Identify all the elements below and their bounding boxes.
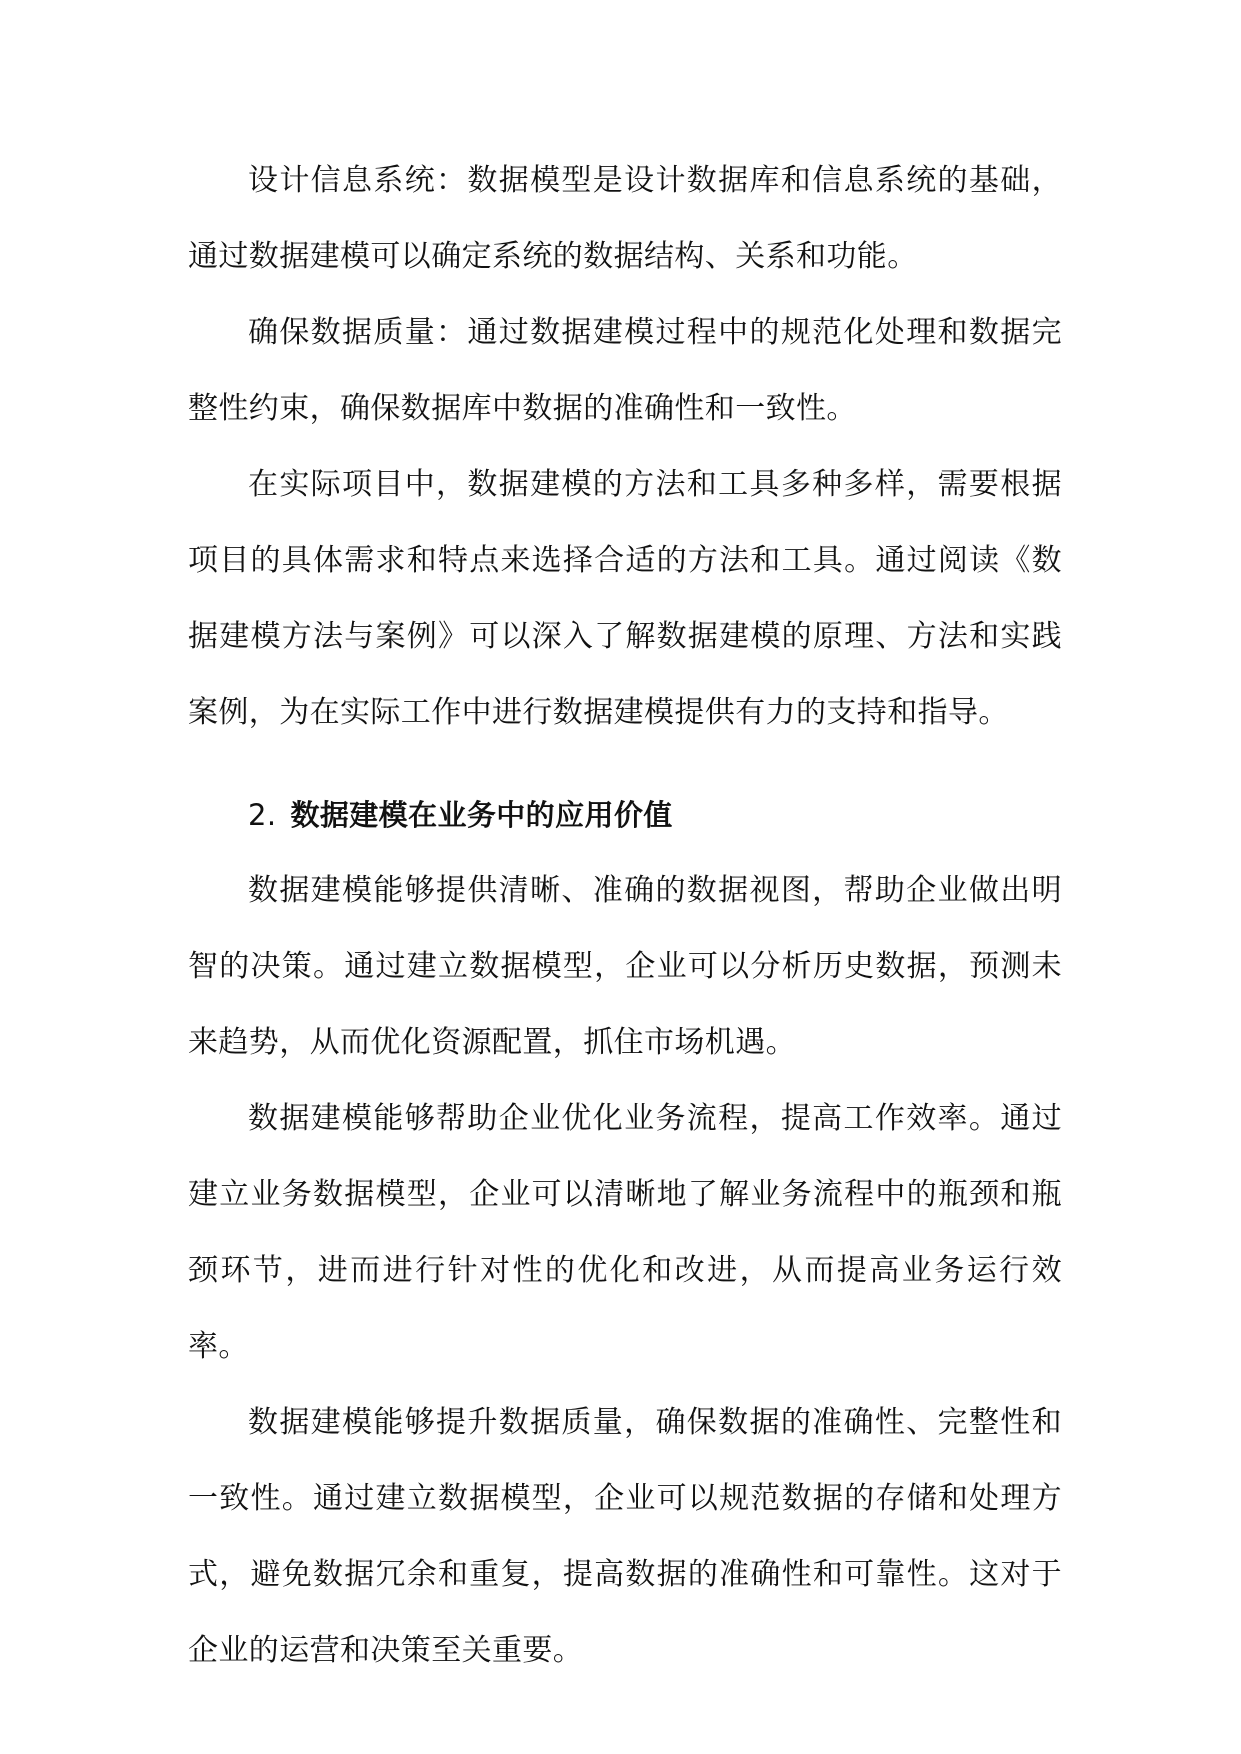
document-body: [188, 143, 1062, 1689]
paragraph-design-info-system: 设计信息系统：数据模型是设计数据库和信息系统的基础，通过数据建模可以确定系统的数据结构、关系和功能。: [188, 163, 1062, 274]
section-heading: [188, 777, 1062, 853]
paragraph-process-optimization: 数据建模能够帮助企业优化业务流程，提高工作效率。通过建立业务数据模型，企业可以清晰地了解业务流程中的瓶颈和瓶颈环节，进而进行针对性的优化和改进，从而提高业务运行效率。: [188, 1101, 1062, 1364]
section-number: 2.: [248, 798, 277, 832]
paragraph-data-quality-improvement: 数据建模能够提升数据质量，确保数据的准确性、完整性和一致性。通过建立数据模型，企业可以规范数据的存储和处理方式，避免数据冗余和重复，提高数据的准确性和可靠性。这对于企业的运营和决策至关重要。: [188, 1405, 1062, 1668]
paragraph-decision-support: 数据建模能够提供清晰、准确的数据视图，帮助企业做出明智的决策。通过建立数据模型，企业可以分析历史数据，预测未来趋势，从而优化资源配置，抓住市场机遇。: [188, 873, 1062, 1060]
section-title: 数据建模在业务中的应用价值: [290, 798, 673, 832]
paragraph-ensure-data-quality: 确保数据质量：通过数据建模过程中的规范化处理和数据完整性约束，确保数据库中数据的准确性和一致性。: [188, 315, 1062, 426]
paragraph-practical-projects: 在实际项目中，数据建模的方法和工具多种多样，需要根据项目的具体需求和特点来选择合适的方法和工具。通过阅读《数据建模方法与案例》可以深入了解数据建模的原理、方法和实践案例，为在实际工作中进行数据建模提供有力的支持和指导。: [188, 467, 1062, 730]
